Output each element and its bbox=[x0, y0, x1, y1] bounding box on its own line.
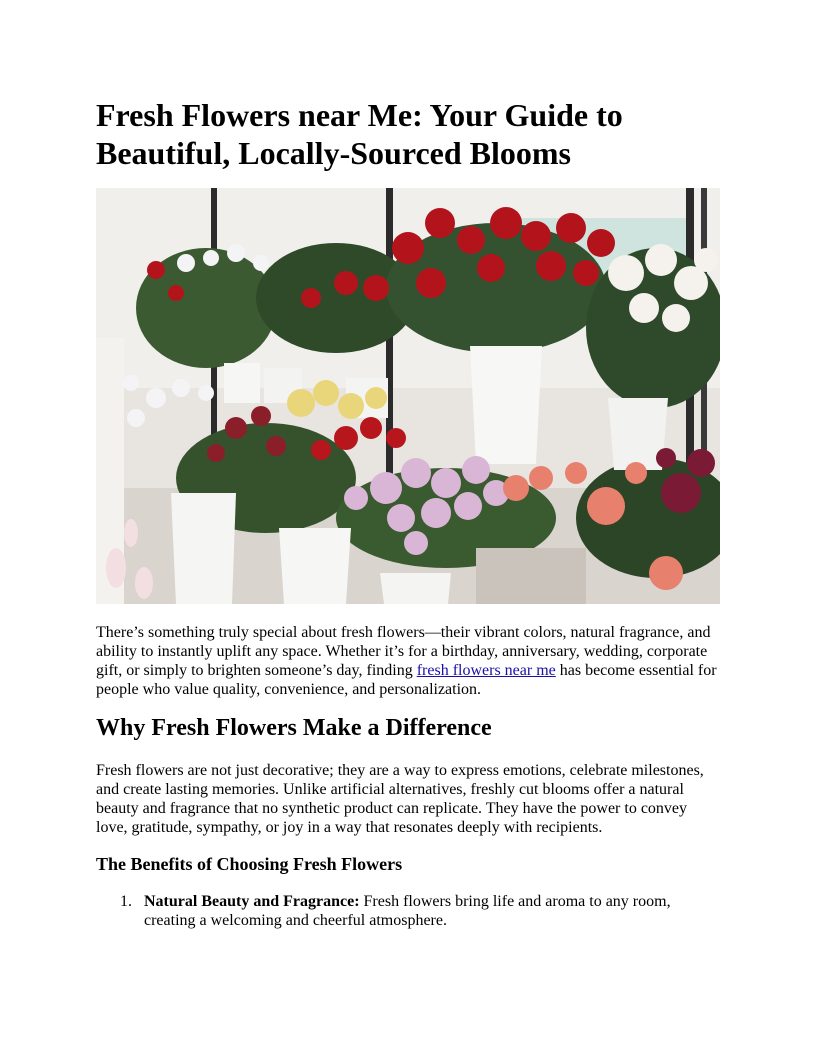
benefits-list bbox=[96, 892, 720, 930]
why-paragraph: Fresh flowers are not just decorative; they are a way to express emotions, celebrate milestones, and create lasting memories. Unlike artificial alternatives, freshly cut blooms offer a natural beauty and fragrance that no synthetic product can replicate. They have the power to convey love, gratitude, sympathy, or joy in a way that resonates deeply with recipients. bbox=[96, 762, 704, 836]
intro-paragraph bbox=[96, 623, 720, 699]
page-title: Fresh Flowers near Me: Your Guide to Beautiful, Locally-Sourced Blooms bbox=[96, 97, 623, 171]
intro-text-after-link: has become essential for people who value quality, convenience, and personalization. bbox=[96, 662, 717, 698]
list-item bbox=[96, 892, 720, 930]
fresh-flowers-link[interactable]: fresh flowers near me bbox=[416, 662, 556, 679]
section-heading-why: Why Fresh Flowers Make a Difference bbox=[96, 715, 492, 741]
intro-text-before-link: There’s something truly special about fresh flowers—their vibrant colors, natural fragrance, and ability to instantly uplift any space. Whether it’s for a birthday, anniversary, wedding, corporate gift, or simply to brighten someone’s day, finding bbox=[96, 624, 711, 679]
list-item-title: Natural Beauty and Fragrance: bbox=[144, 893, 360, 910]
flower-shop-photo bbox=[96, 188, 720, 604]
list-item-text: Fresh flowers bring life and aroma to any room, creating a welcoming and cheerful atmosphere. bbox=[144, 893, 671, 929]
subsection-heading-benefits: The Benefits of Choosing Fresh Flowers bbox=[96, 854, 403, 874]
list-item-number: 1. bbox=[120, 893, 132, 910]
